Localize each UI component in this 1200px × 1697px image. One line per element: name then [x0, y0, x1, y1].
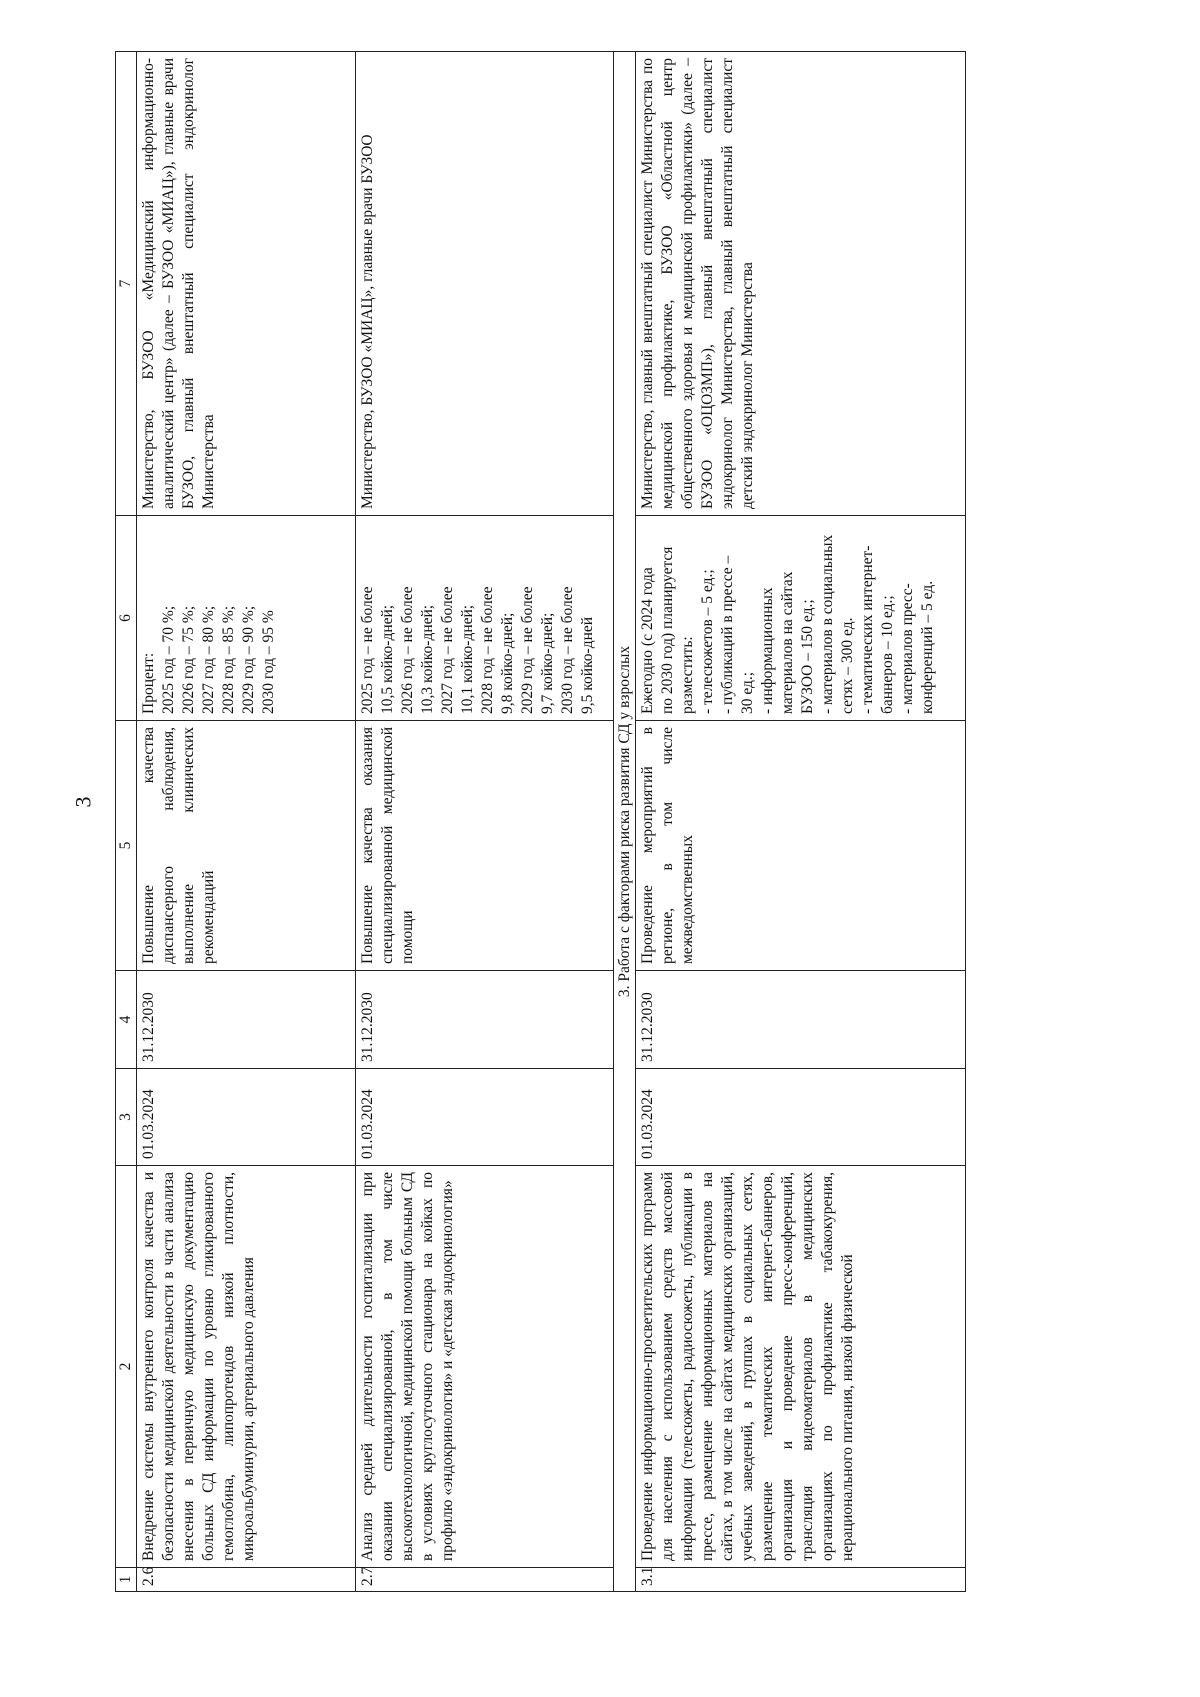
event-description: Анализ средней длительности госпитализации при оказании специализированной, в том числе высокотехнологичной, медицинской помощи больным СД в условиях круглосуточного стационара на койках по профилю «эндокринология» и «детская эндокринология»: [356, 1166, 614, 1568]
column-number-1: 1: [116, 1568, 137, 1592]
indicator-line: 10,3 койко-дней;: [419, 604, 436, 714]
end-date: 31.12.2030: [356, 971, 614, 1069]
indicator-values: [636, 516, 966, 721]
expected-result: Повышение качества диспансерного наблюдения, выполнение клинических рекомендаций: [137, 721, 356, 971]
page-number: 3: [70, 796, 96, 808]
row-number: 3.1: [636, 1568, 966, 1592]
column-number-7: 7: [116, 52, 137, 516]
indicator-line: - тематических интернет-: [859, 545, 876, 714]
indicator-line: 2029 год – 90 %;: [240, 605, 257, 714]
event-description: Проведение информационно-просветительских программ для населения с использованием средств массовой информации (телесюжеты, радиосюжеты, публикации в прессе, размещение информационных материалов на сайтах, в том числе на сайтах медицинских организаций, учебных заведений, в группах в социальных сетях, размещение тематических интернет-баннеров, организация и проведение пресс-конференций, трансляция видеоматериалов в медицинских организациях по профилактике табакокурения, нерационального питания, низкой физической: [636, 1166, 966, 1568]
row-number: 2.6: [137, 1568, 356, 1592]
section-title: 3. Работа с факторами риска развития СД у взрослых: [614, 52, 636, 1592]
expected-result: Проведение мероприятий в регионе, в том числе межведомственных: [636, 721, 966, 971]
indicator-line: разместить:: [679, 636, 696, 714]
indicator-line: сетях – 300 ед.: [839, 617, 856, 714]
indicator-line: 2026 год – 75 %;: [180, 605, 197, 714]
indicator-values: [356, 516, 614, 721]
indicator-line: Ежегодно (с 2024 года: [639, 567, 656, 714]
indicator-line: 30 ед.;: [739, 671, 756, 714]
indicator-line: 2025 год – 70 %;: [160, 605, 177, 714]
indicator-line: конференций – 5 ед.: [919, 580, 936, 714]
indicator-line: 9,7 койко-дней;: [539, 612, 556, 714]
indicator-line: - материалов пресс-: [899, 583, 916, 714]
column-number-5: 5: [116, 721, 137, 971]
column-number-6: 6: [116, 516, 137, 721]
indicator-line: по 2030 год) планируется: [659, 546, 676, 714]
end-date: 31.12.2030: [137, 971, 356, 1069]
table-row: [137, 52, 356, 1592]
indicator-line: 2029 год – не более: [519, 586, 536, 714]
indicator-line: Процент:: [140, 652, 157, 714]
section-heading-row: [614, 52, 636, 1592]
event-description: Внедрение системы внутреннего контроля качества и безопасности медицинской деятельности в части анализа внесения в первичную медицинскую документацию больных СД информации по уровню гликированного гемоглобина, липопротеидов низкой плотности, микроальбуминурии, артериального давления: [137, 1166, 356, 1568]
indicator-line: 2028 год – 85 %;: [220, 605, 237, 714]
expected-result: Повышение качества оказания специализированной медицинской помощи: [356, 721, 614, 971]
indicator-line: - информационных: [759, 587, 776, 714]
indicator-line: 2025 год – не более: [359, 586, 376, 714]
rotated-page-content: [115, 52, 1090, 1592]
indicator-line: 2028 год – не более: [479, 586, 496, 714]
indicator-line: 9,8 койко-дней;: [499, 612, 516, 714]
column-number-3: 3: [116, 1069, 137, 1166]
start-date: 01.03.2024: [137, 1069, 356, 1166]
table-row: [636, 52, 966, 1592]
indicator-line: - телесюжетов – 5 ед.;: [699, 569, 716, 714]
indicator-line: БУЗОО – 150 ед.;: [799, 599, 816, 714]
indicator-line: 2027 год – не более: [439, 586, 456, 714]
indicator-line: материалов на сайтах: [779, 571, 796, 714]
header-row: [116, 52, 137, 1592]
indicator-values: [137, 516, 356, 721]
column-number-4: 4: [116, 971, 137, 1069]
indicator-line: 2030 год – не более: [559, 586, 576, 714]
responsible-executors: Министерство, БУЗОО «МИАЦ», главные врачи БУЗОО: [356, 52, 614, 516]
end-date: 31.12.2030: [636, 971, 966, 1069]
start-date: 01.03.2024: [356, 1069, 614, 1166]
indicator-line: 2030 год – 95 %: [260, 610, 277, 714]
indicator-line: 9,5 койко-дней: [579, 616, 596, 714]
indicator-line: - публикаций в прессе –: [719, 555, 736, 714]
start-date: 01.03.2024: [636, 1069, 966, 1166]
indicator-line: 10,5 койко-дней;: [379, 604, 396, 714]
responsible-executors: Министерство, главный внештатный специалист Министерства по медицинской профилактике, БУЗОО «Областной центр общественного здоровья и медицинской профилактики» (далее – БУЗОО «ОЦОЗМП»), главный внештатный специалист эндокринолог Министерства, главный внештатный специалист детский эндокринолог Министерства: [636, 52, 966, 516]
indicator-line: 10,1 койко-дней;: [459, 604, 476, 714]
column-number-2: 2: [116, 1166, 137, 1568]
indicator-line: баннеров – 10 ед.;: [879, 595, 896, 714]
table-row: [356, 52, 614, 1592]
action-plan-table: [115, 51, 966, 1592]
responsible-executors: Министерство, БУЗОО «Медицинский информационно-аналитический центр» (далее – БУЗОО «МИАЦ»), главные врачи БУЗОО, главный внештатный специалист эндокринолог Министерства: [137, 52, 356, 516]
indicator-line: 2027 год – 80 %;: [200, 605, 217, 714]
indicator-line: 2026 год – не более: [399, 586, 416, 714]
row-number: 2.7: [356, 1568, 614, 1592]
indicator-line: - материалов в социальных: [819, 534, 836, 714]
